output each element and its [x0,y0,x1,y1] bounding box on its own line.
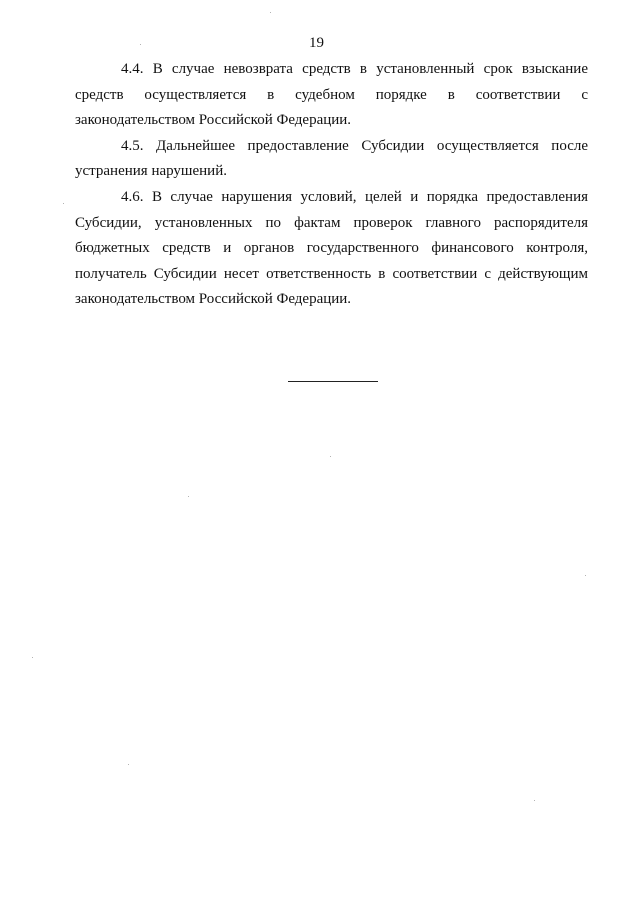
scan-speck [63,203,64,204]
scan-speck [32,657,33,658]
scan-speck [270,12,271,13]
paragraph-4-5: 4.5. Дальнейшее предоставление Субсидии осуществляется после устранения нарушений. [75,137,588,180]
scan-speck [534,800,535,801]
document-body [75,57,588,313]
scan-speck [188,496,189,497]
end-separator-line [288,381,378,382]
scan-speck [585,575,586,576]
page-number: 19 [309,35,324,51]
paragraph-4-6: 4.6. В случае нарушения условий, целей и порядка предоставления Субсидии, установленных по фактам проверок главного распорядителя бюджетных средств и органов государственного финансового контроля, получатель Субсидии несет ответственность в соответствии с действующим законодательством Российской Федерации. [75,188,588,308]
paragraph-4-4: 4.4. В случае невозврата средств в установленный срок взыскание средств осуществляется в судебном порядке в соответствии с законодательством Российской Федерации. [75,61,588,129]
scan-speck [140,44,141,45]
scan-speck [330,456,331,457]
scan-speck [128,764,129,765]
